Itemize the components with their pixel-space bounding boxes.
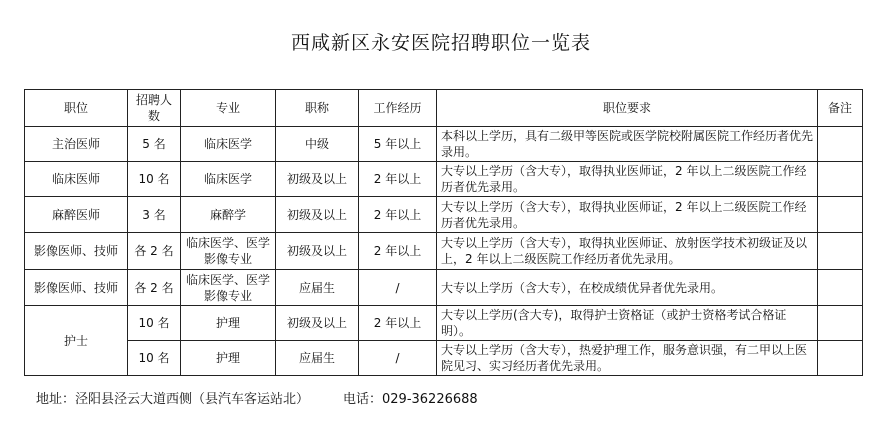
cell-count: 3 名: [128, 197, 181, 233]
cell-remarks: [818, 306, 863, 341]
cell-count: 各 2 名: [128, 270, 181, 306]
table-row: [25, 306, 863, 341]
cell-count: 10 名: [128, 306, 181, 341]
cell-remarks: [818, 162, 863, 197]
header-position: 职位: [25, 90, 128, 127]
cell-position-nurse: 护士: [25, 306, 128, 376]
cell-position: 主治医师: [25, 127, 128, 162]
table-row: [25, 162, 863, 197]
cell-position: 影像医师、技师: [25, 270, 128, 306]
cell-position: 麻醉医师: [25, 197, 128, 233]
cell-rank: 应届生: [276, 270, 359, 306]
cell-requirements: 大专以上学历（含大专），热爱护理工作，服务意识强，有二甲以上医院见习、实习经历者优先录用。: [437, 341, 818, 376]
cell-position: 影像医师、技师: [25, 233, 128, 270]
cell-experience: 2 年以上: [359, 162, 437, 197]
header-major: 专业: [181, 90, 276, 127]
table-row: [25, 127, 863, 162]
cell-requirements: 大专以上学历（含大专），在校成绩优异者优先录用。: [437, 270, 818, 306]
cell-rank: 应届生: [276, 341, 359, 376]
cell-rank: 初级及以上: [276, 162, 359, 197]
cell-major: 临床医学: [181, 162, 276, 197]
cell-experience: /: [359, 270, 437, 306]
cell-rank: 初级及以上: [276, 197, 359, 233]
header-requirements: 职位要求: [437, 90, 818, 127]
cell-experience: 2 年以上: [359, 306, 437, 341]
table-row: [25, 341, 863, 376]
cell-requirements: 大专以上学历(含大专)，取得护士资格证（或护士资格考试合格证明）。: [437, 306, 818, 341]
cell-position: 临床医师: [25, 162, 128, 197]
cell-rank: 中级: [276, 127, 359, 162]
cell-experience: 2 年以上: [359, 233, 437, 270]
header-experience: 工作经历: [359, 90, 437, 127]
table-row: [25, 197, 863, 233]
cell-rank: 初级及以上: [276, 306, 359, 341]
header-remarks: 备注: [818, 90, 863, 127]
address-text: 地址：泾阳县泾云大道西侧（县汽车客运站北）: [36, 392, 310, 407]
phone-text: 电话：029-36226688: [343, 392, 478, 407]
cell-rank: 初级及以上: [276, 233, 359, 270]
cell-experience: 5 年以上: [359, 127, 437, 162]
cell-count: 5 名: [128, 127, 181, 162]
cell-count: 10 名: [128, 341, 181, 376]
cell-major: 临床医学、医学影像专业: [181, 270, 276, 306]
cell-major: 麻醉学: [181, 197, 276, 233]
cell-major: 护理: [181, 341, 276, 376]
cell-remarks: [818, 270, 863, 306]
page-title: 西咸新区永安医院招聘职位一览表: [290, 32, 591, 54]
cell-requirements: 本科以上学历，具有二级甲等医院或医学院校附属医院工作经历者优先录用。: [437, 127, 818, 162]
cell-major: 护理: [181, 306, 276, 341]
cell-experience: 2 年以上: [359, 197, 437, 233]
cell-remarks: [818, 341, 863, 376]
cell-count: 各 2 名: [128, 233, 181, 270]
contact-footer: [36, 388, 478, 407]
cell-requirements: 大专以上学历（含大专），取得执业医师证，2 年以上二级医院工作经历者优先录用。: [437, 197, 818, 233]
table-header-row: [25, 90, 863, 127]
header-rank: 职称: [276, 90, 359, 127]
cell-requirements: 大专以上学历（含大专），取得执业医师证，2 年以上二级医院工作经历者优先录用。: [437, 162, 818, 197]
cell-major: 临床医学: [181, 127, 276, 162]
header-count: 招聘人数: [128, 90, 181, 127]
table-row: [25, 270, 863, 306]
job-table: [24, 89, 863, 376]
cell-remarks: [818, 233, 863, 270]
cell-remarks: [818, 127, 863, 162]
cell-major: 临床医学、医学影像专业: [181, 233, 276, 270]
cell-requirements: 大专以上学历（含大专），取得执业医师证、放射医学技术初级证及以上，2 年以上二级医院工作经历者优先录用。: [437, 233, 818, 270]
table-row: [25, 233, 863, 270]
cell-remarks: [818, 197, 863, 233]
cell-experience: /: [359, 341, 437, 376]
cell-count: 10 名: [128, 162, 181, 197]
